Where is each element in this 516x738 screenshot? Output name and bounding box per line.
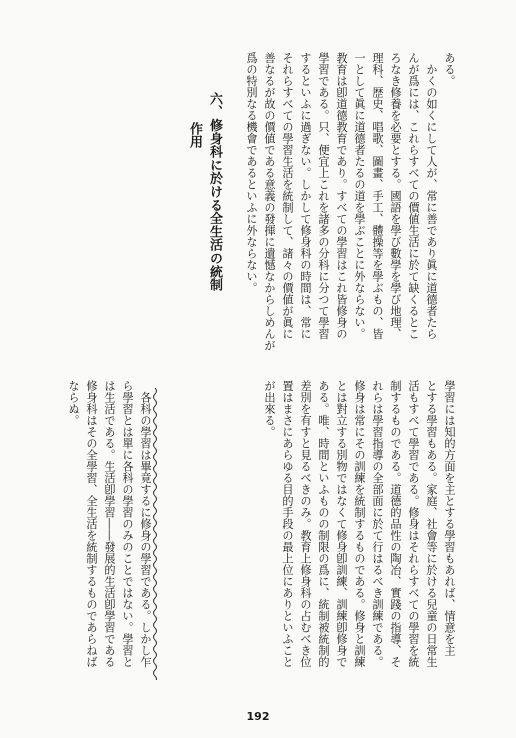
text-line: れらは學習指導の全部面に於て行はるべき訓練である。 — [371, 380, 384, 668]
text-line: するといふに過ぎない。しかして修身科の時間は、常に — [299, 52, 312, 340]
text-line: 學習である。只、便宜上これを諸多の分科に分つて學習 — [317, 52, 330, 340]
text-line: は生活である。生活卽學習――發展的生活卽學習である — [103, 380, 116, 668]
text-line: んが爲には、これらすべての價値生活に於て缺くるとこ — [407, 52, 420, 340]
page-number: 192 — [246, 710, 270, 723]
text-line: それらすべての學習生活を統制して、諸々の價値が眞に — [281, 52, 294, 340]
text-line: とする學習もある。家庭、社會等に於ける兒童の日常生 — [425, 380, 438, 668]
text-line: 教育は卽道德教育であり。すべての學習はこれ皆修身の — [335, 52, 348, 340]
text-line: 制するものである。道德的品性の陶冶、實踐の指導、そ — [389, 380, 402, 668]
text-line: 置はまさにあらゆる目的手段の最上位にありといふこと — [281, 380, 294, 668]
text-line: 差別を有すと見るべきのみ。教育上修身科の占むべき位 — [299, 380, 312, 668]
text-line: 修身は常にその訓練を統制するものである。修身と訓練 — [353, 380, 366, 668]
text-line: 善なるが故の價値である意義の發揮に遺憾なからしめんが — [263, 52, 276, 351]
body-text-lower-left — [64, 380, 154, 680]
text-line: ある。 — [443, 52, 456, 87]
text-line: ある。唯、時間といふものの制限の爲に、統制被統制的 — [317, 380, 330, 668]
text-line: ろなき修養を必要とする。國語を學び數學を學び地理、 — [389, 52, 402, 340]
text-line: 各科の學習は畢竟するに修身の學習である。しかし乍 — [139, 380, 152, 668]
text-line: 一として眞に道德者たるの道を學ぶことに外ならない。 — [353, 52, 366, 340]
section-heading-line1: 六、修身科に於ける全生活の統制 — [207, 92, 222, 292]
text-line: とは對立する別物ではなくて修身卽訓練、訓練卽修身で — [335, 380, 348, 668]
text-line: 學習には知的方面を主とする學習もあれば、情意を主 — [443, 380, 456, 656]
text-line: 理科、歴史、唱歌、圖畫、手工、體操等を學ぶもの、皆 — [371, 52, 384, 340]
text-line: 修身科はその全學習、全生活を統制するものであらねば — [85, 380, 98, 668]
body-text-lower-right — [260, 380, 458, 680]
text-line: 爲の特別なる機會であるといふに外ならない。 — [245, 52, 258, 294]
text-line: ならぬ。 — [67, 380, 80, 426]
text-line: が出來る。 — [263, 380, 276, 438]
section-heading — [184, 92, 224, 392]
section-heading-line2: 作用 — [187, 122, 202, 149]
body-text-upper — [242, 52, 458, 362]
text-line: 活もすべて學習である。修身はそれらすべての學習を統 — [407, 380, 420, 668]
text-line: ら學習とは單に各科の學習のみのことではない。學習と — [121, 380, 134, 668]
text-line: かくの如くにして人が、常に善であり眞に道德者たら — [425, 52, 438, 340]
